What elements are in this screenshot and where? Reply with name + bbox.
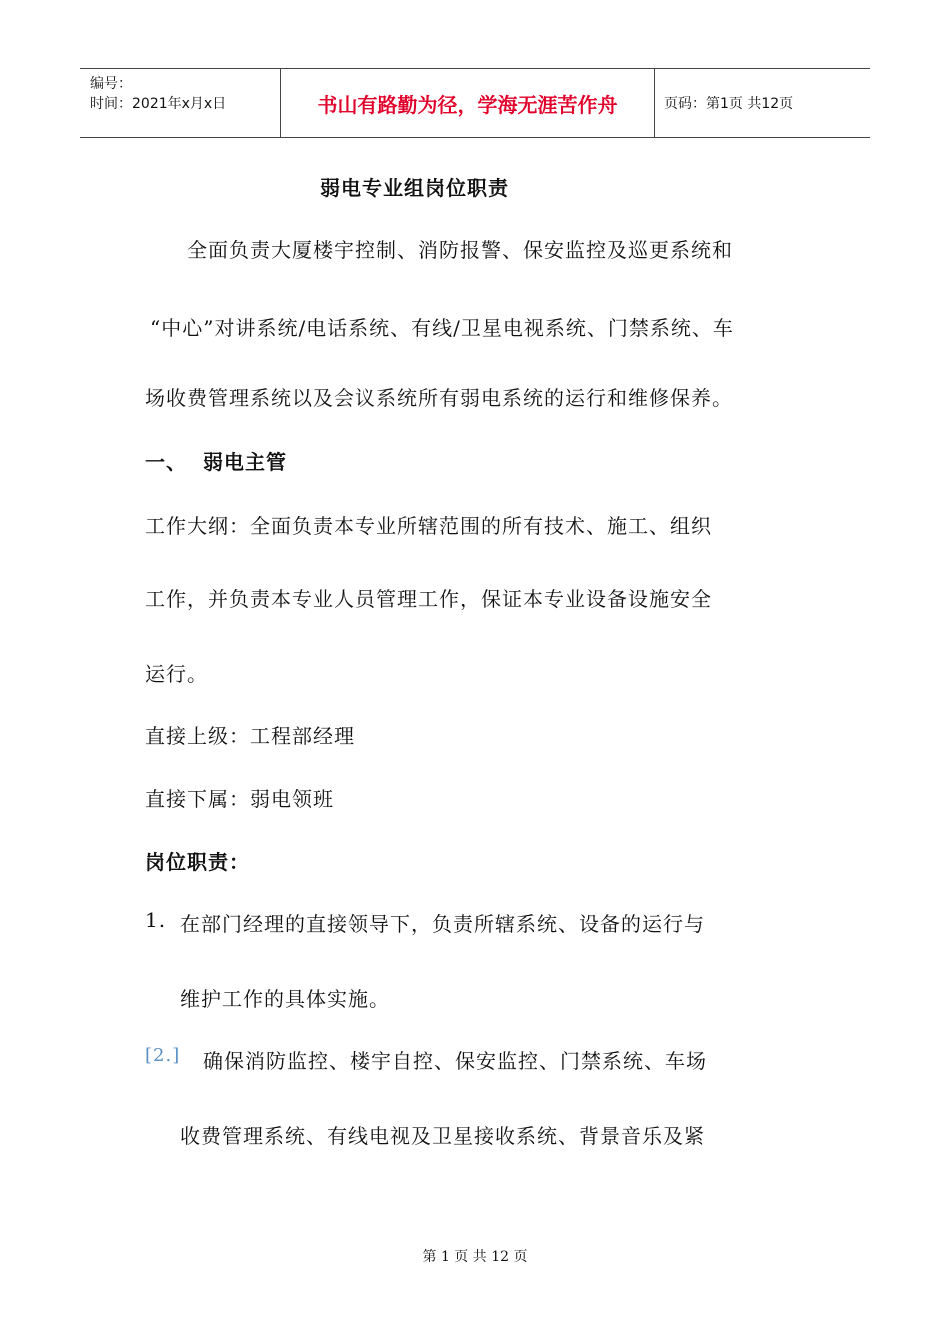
document-header-table (80, 68, 870, 138)
duty-2-line-1: 确保消防监控、楼宇自控、保安监控、门禁系统、车场 (203, 1049, 707, 1073)
page-info: 页码：第1页 共12页 (664, 96, 794, 112)
subordinate-line: 直接下属：弱电领班 (145, 787, 334, 811)
duty-1-line-1: 在部门经理的直接领导下，负责所辖系统、设备的运行与 (180, 912, 705, 936)
superior-line: 直接上级：工程部经理 (145, 724, 355, 748)
intro-line-2: “中心”对讲系统/电话系统、有线/卫星电视系统、门禁系统、车 (150, 316, 734, 340)
motto-text: 书山有路勤为径，学海无涯苦作舟 (280, 69, 655, 137)
outline-line-3: 运行。 (145, 662, 208, 686)
page-footer: 第 1 页 共 12 页 (422, 1249, 528, 1265)
duty-2-line-2: 收费管理系统、有线电视及卫星接收系统、背景音乐及紧 (180, 1124, 705, 1148)
duty-2-number: [2.] (145, 1045, 181, 1066)
outline-line-2: 工作，并负责本专业人员管理工作，保证本专业设备设施安全 (145, 587, 712, 611)
intro-line-3: 场收费管理系统以及会议系统所有弱电系统的运行和维修保养。 (145, 386, 733, 410)
duties-heading: 岗位职责： (145, 850, 250, 874)
time-label: 时间：2021年x月x日 (90, 96, 227, 112)
section-title: 弱电主管 (203, 450, 287, 474)
page-title: 弱电专业组岗位职责 (320, 176, 509, 200)
number-label: 编号： (90, 76, 132, 92)
header-meta-cell (80, 69, 280, 137)
section-number: 一、 (145, 450, 187, 474)
duty-1-line-2: 维护工作的具体实施。 (180, 987, 390, 1011)
intro-line-1: 全面负责大厦楼宇控制、消防报警、保安监控及巡更系统和 (187, 238, 733, 262)
outline-line-1: 工作大纲：全面负责本专业所辖范围的所有技术、施工、组织 (145, 514, 712, 538)
duty-1-number: 1. (145, 908, 167, 932)
